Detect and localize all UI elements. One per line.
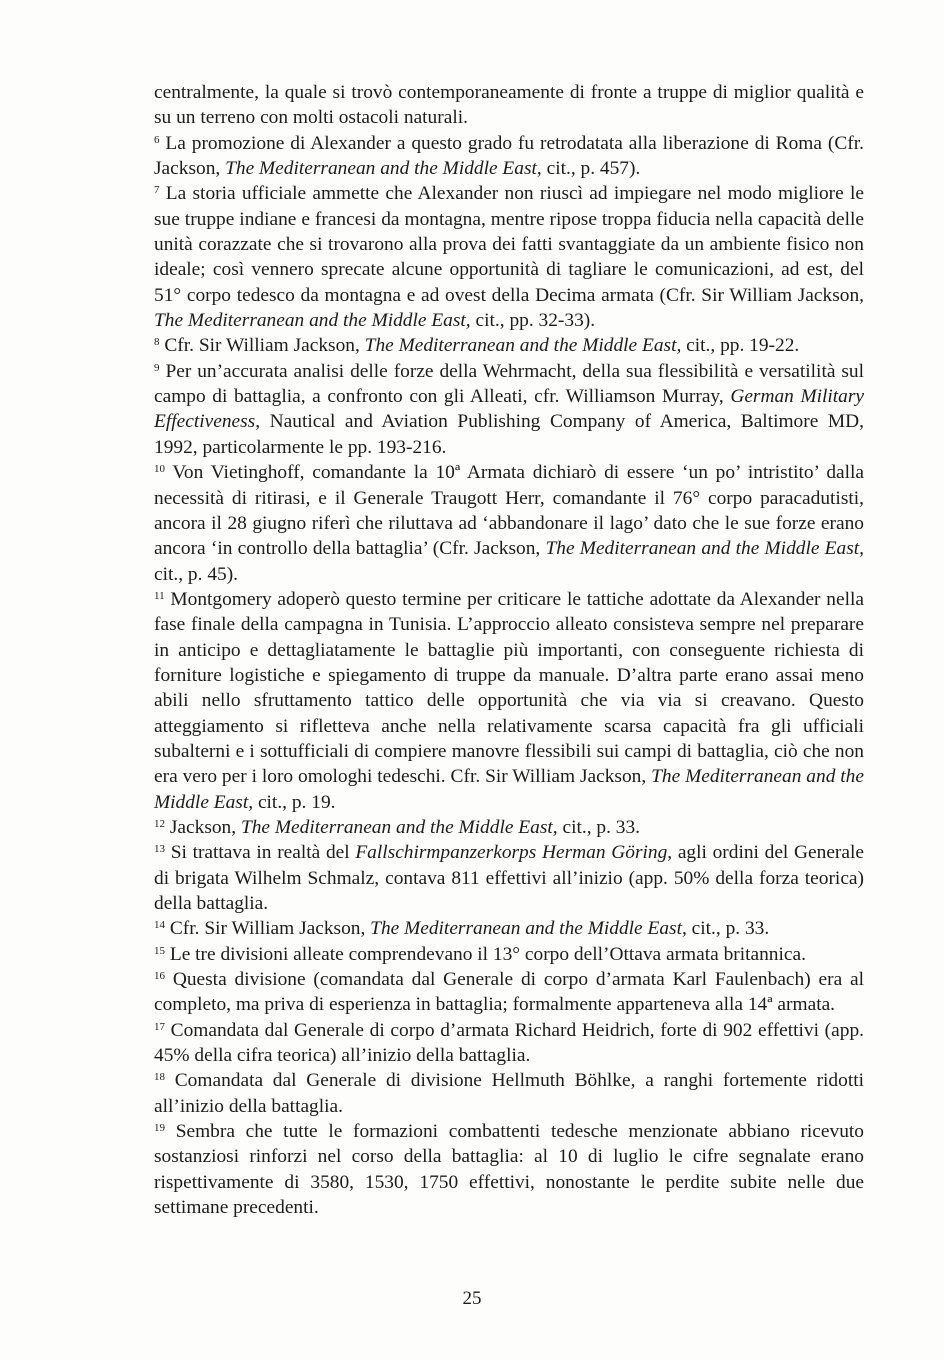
- footnote-text: Comandata dal Generale di corpo d’armata Richard Heidrich, forte di 902 effettivi (app. 45% della cifra teorica) all’inizio della battaglia.: [154, 1019, 864, 1067]
- footnote-17: [154, 1018, 864, 1069]
- footnote-number: 16: [154, 970, 165, 983]
- footnotes-block: [154, 80, 864, 1220]
- footnote-text: Von Vietinghoff, comandante la 10ª Armata dichiarò di essere ‘un po’ intristito’ dalla necessità di ritirasi, e il Generale Traugott Herr, comandante il 76° corpo paracadutisti, ancora il 28 giugno riferì che riluttava ad ‘abbandonare il lago’ dato che le sue forze erano ancora ‘in controllo della battaglia’ (Cfr. Jackson,: [154, 462, 865, 560]
- footnote-text: , cit., p. 457).: [536, 158, 641, 180]
- footnote-6: [154, 131, 864, 182]
- citation-title: The Mediterranean and the Middle East,: [545, 538, 864, 560]
- footnote-text: cit., pp. 32-33).: [470, 310, 596, 332]
- footnote-18: [154, 1068, 864, 1119]
- footnote-15: [154, 942, 864, 967]
- footnote-number: 17: [154, 1020, 165, 1033]
- footnote-19: [154, 1119, 864, 1220]
- footnote-number: 6: [154, 133, 160, 146]
- citation-title: The Mediterranean and the Middle East,: [240, 816, 558, 838]
- footnote-text: Per un’accurata analisi delle forze della Wehrmacht, della sua flessibilità e versatilità sul campo di battaglia, a confronto con gli Alleati, cfr. Williamson Murray,: [154, 360, 864, 408]
- footnote-text: Si trattava in realtà del: [170, 842, 356, 864]
- footnote-number: 14: [154, 919, 165, 932]
- footnote-text: cit., p. 33.: [686, 918, 770, 940]
- footnote-8: [154, 333, 864, 358]
- citation-title: The Mediterranean and the Middle East,: [370, 918, 687, 940]
- footnote-text: , agli ordini del Generale di brigata Wilhelm Schmalz, contava 811 effettivi all’inizio (app. 50% della forza teorica) della battaglia.: [154, 842, 864, 914]
- footnote-10: [154, 460, 864, 587]
- footnote-text: Sembra che tutte le formazioni combattenti tedesche menzionate abbiano ricevuto sostanziosi rinforzi nel corso della battaglia: al 10 di luglio le cifre segnalate erano rispettivamente di 3580, 1530, 1750 effettivi, nonostante le perdite subite nelle due settimane precedenti.: [154, 1121, 864, 1219]
- footnote-14: [154, 916, 864, 941]
- citation-title: Fallschirmpanzerkorps Herman Göring: [355, 842, 668, 864]
- footnote-11: [154, 587, 864, 815]
- footnote-text: cit., p. 19.: [253, 791, 336, 813]
- citation-title: German Military Effectiveness: [154, 386, 865, 433]
- citation-title: The Mediterranean and the Middle East,: [154, 766, 864, 813]
- footnote-number: 10: [154, 463, 165, 476]
- footnote-number: 11: [154, 589, 165, 602]
- footnote-9: [154, 359, 864, 460]
- footnote-number: 12: [154, 817, 165, 830]
- footnote-number: 19: [154, 1122, 165, 1135]
- page-number: 25: [462, 1288, 482, 1309]
- footnote-number: 18: [154, 1071, 165, 1084]
- footnote-text: Cfr. Sir William Jackson,: [169, 918, 371, 940]
- footnote-text: La storia ufficiale ammette che Alexander non riuscì ad impiegare nel modo migliore le sue truppe indiane e francesi da montagna, mentre ripose troppa fiducia nella capacità delle unità corazzate che si trovarono alla prova dei fatti svantaggiate da un ambiente fisico non ideale; così vennero sprecate alcune opportunità di tagliare le comunicazioni, ad est, del 51° corpo tedesco da montagna e ad ovest della Decima armata (Cfr. Sir William Jackson,: [154, 183, 864, 306]
- footnote-text: La promozione di Alexander a questo grado fu retrodatata alla liberazione di Roma (Cfr. Jackson,: [154, 132, 864, 180]
- footnote-number: 8: [154, 336, 160, 349]
- footnote-number: 9: [154, 361, 160, 374]
- footnote-number: 7: [154, 184, 160, 197]
- footnote-text: , Nautical and Aviation Publishing Company of America, Baltimore MD, 1992, particolarmente le pp. 193-216.: [154, 411, 864, 458]
- footnote-number: 15: [154, 944, 165, 957]
- footnote-text: cit., p. 45).: [154, 563, 239, 585]
- footnote-16: [154, 967, 864, 1018]
- footnote-13: [154, 840, 864, 916]
- footnote-text: Comandata dal Generale di divisione Hellmuth Böhlke, a ranghi fortemente ridotti all’inizio della battaglia.: [154, 1070, 864, 1117]
- citation-title: The Mediterranean and the Middle East: [225, 158, 537, 180]
- footnote-7: [154, 181, 864, 333]
- continuation-paragraph: centralmente, la quale si trovò contemporaneamente di fronte a truppe di miglior qualità e su un terreno con molti ostacoli naturali.: [154, 82, 864, 129]
- footnote-number: 13: [154, 843, 165, 856]
- footnote-text: Le tre divisioni alleate comprendevano il 13° corpo dell’Ottava armata britannica.: [169, 943, 806, 965]
- footnote-text: Questa divisione (comandata dal Generale di corpo d’armata Karl Faulenbach) era al completo, ma priva di esperienza in battaglia; formalmente apparteneva alla 14ª armata.: [154, 969, 864, 1016]
- citation-title: The Mediterranean and the Middle East,: [364, 335, 682, 357]
- footnote-12: [154, 815, 864, 840]
- footnote-text: Montgomery adoperò questo termine per criticare le tattiche adottate da Alexander nella fase finale della campagna in Tunisia. L’approccio alleato consisteva sempre nel preparare in anticipo e dettagliatamente le battaglie più importanti, con conseguente richiesta di forniture logistiche e spiegamento di truppe da manuale. D’altra parte erano assai meno abili nello sfruttamento tattico delle opportunità che via via si creavano. Questo atteggiamento si rifletteva anche nella relativamente scarsa capacità fra gli ufficiali subalterni e i sottufficiali di compiere manovre flessibili sui campi di battaglia, ciò che non era vero per i loro omologhi tedeschi. Cfr. Sir William Jackson,: [154, 588, 864, 788]
- footnote-text: cit., p. 33.: [557, 816, 641, 838]
- footnote-text: cit., pp. 19-22.: [681, 335, 800, 357]
- footnote-text: Cfr. Sir William Jackson,: [164, 335, 365, 357]
- footnote-text: Jackson,: [169, 816, 241, 838]
- citation-title: The Mediterranean and the Middle East,: [154, 310, 471, 332]
- footnote-list: [154, 131, 864, 1221]
